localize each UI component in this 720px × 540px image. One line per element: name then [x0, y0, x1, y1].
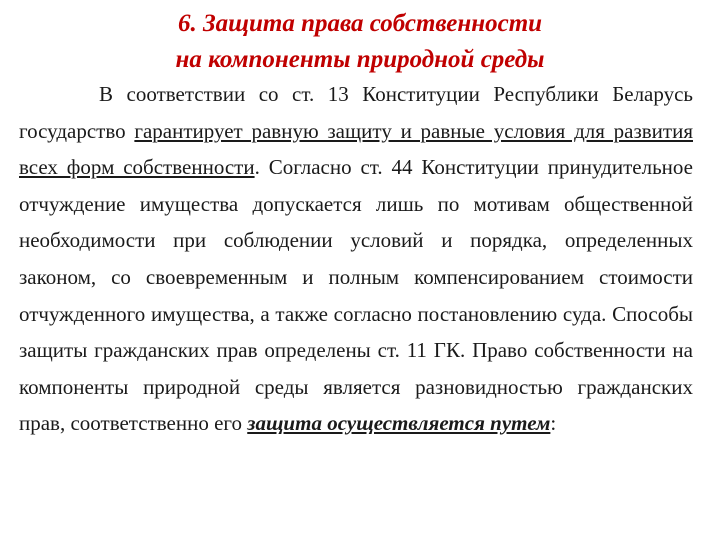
protection-emphasis-text: защита осуществляется путем — [247, 411, 551, 436]
paragraph-end-colon: : — [550, 411, 557, 436]
paragraph-continuation: . Согласно ст. 44 Конституции принудительное отчуждение имущества допускается лишь по мотивам общественной необходимости при соблюдении условий и порядка, определенных законом, со своевременным и полным компенсированием стоимости отчужденного имущества, а также согласно постановлению суда. Способы защиты гражданских прав определены ст. 11 ГК. Право собственности на компоненты природной среды является разновидностью гражданских прав, соответственно его — [19, 155, 693, 436]
title-line-2: на компоненты природной среды — [175, 46, 545, 73]
paragraph-intro: В соответствии со ст. 13 Конституции Республики Беларусь государство — [19, 82, 693, 143]
slide-title — [0, 6, 720, 78]
title-line-1: 6. Защита права собственности — [177, 10, 543, 37]
body-paragraph — [19, 76, 693, 442]
guarantee-underlined-text: гарантирует равную защиту и равные условия для развития всех форм собственности — [19, 118, 693, 180]
